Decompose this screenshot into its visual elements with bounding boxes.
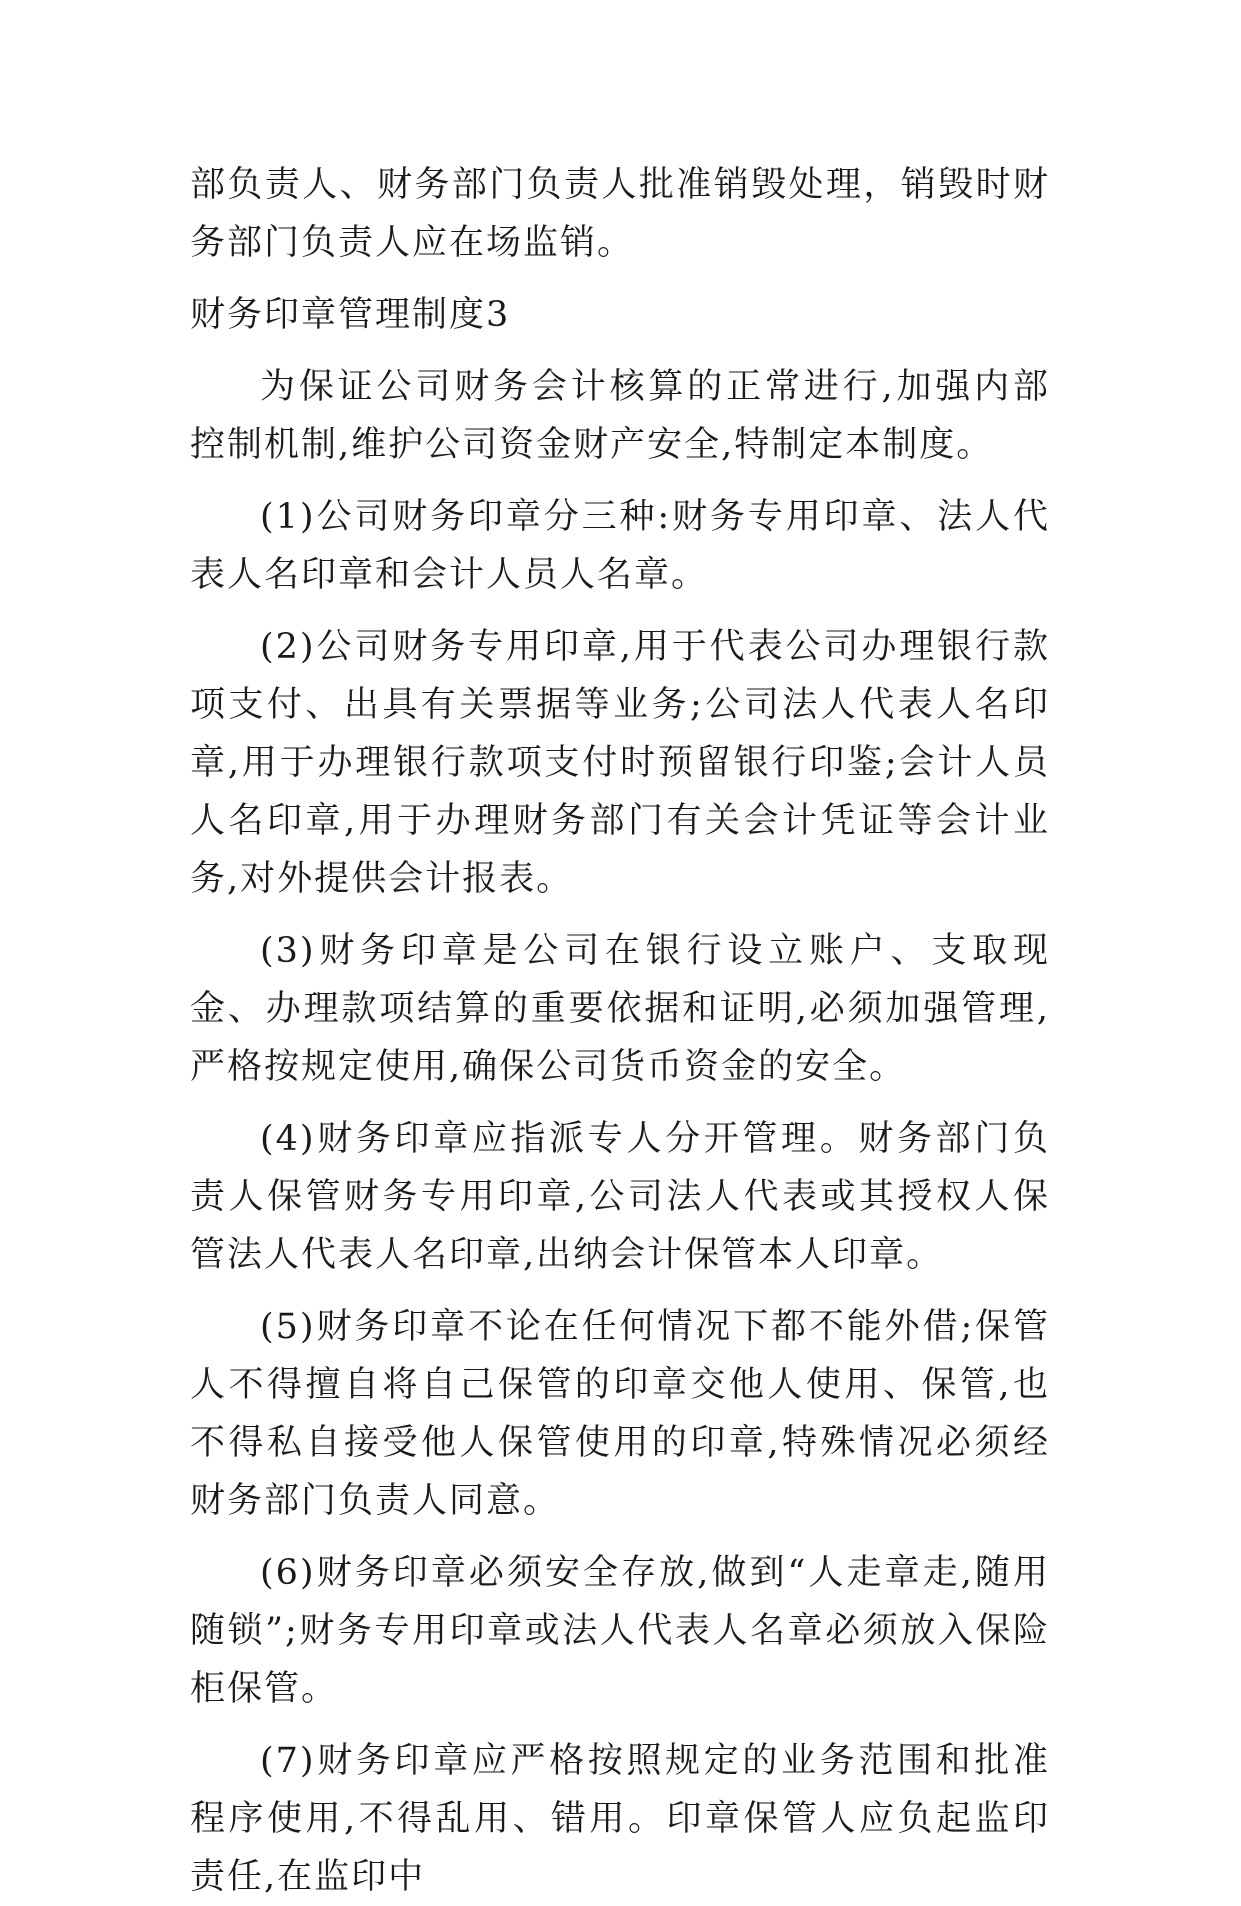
paragraph-item-2: (2)公司财务专用印章,用于代表公司办理银行款项支付、出具有关票据等业务;公司法人代表人名印章,用于办理银行款项支付时预留银行印鉴;会计人员人名印章,用于办理财务部门有关会计凭证等会计业务,对外提供会计报表。 [190,627,1050,899]
paragraph-destruction-approval: 部负责人、财务部门负责人批准销毁处理，销毁时财务部门负责人应在场监销。 [190,165,1050,263]
paragraph-purpose: 为保证公司财务会计核算的正常进行,加强内部控制机制,维护公司资金财产安全,特制定本制度。 [190,367,1050,465]
paragraph-item-1: (1)公司财务印章分三种:财务专用印章、法人代表人名印章和会计人员人名章。 [190,497,1050,595]
paragraph-item-6: (6)财务印章必须安全存放,做到“人走章走,随用随锁”;财务专用印章或法人代表人名章必须放入保险柜保管。 [190,1553,1050,1709]
document-body [190,156,1050,1906]
paragraph-item-4: (4)财务印章应指派专人分开管理。财务部门负责人保管财务专用印章,公司法人代表或其授权人保管法人代表人名印章,出纳会计保管本人印章。 [190,1119,1050,1275]
paragraph-item-7: (7)财务印章应严格按照规定的业务范围和批准程序使用,不得乱用、错用。印章保管人应负起监印责任,在监印中 [190,1741,1050,1897]
section-heading: 财务印章管理制度3 [190,295,511,335]
paragraph-item-3: (3)财务印章是公司在银行设立账户、支取现金、办理款项结算的重要依据和证明,必须加强管理,严格按规定使用,确保公司货币资金的安全。 [190,931,1050,1087]
paragraph-item-5: (5)财务印章不论在任何情况下都不能外借;保管人不得擅自将自己保管的印章交他人使用、保管,也不得私自接受他人保管使用的印章,特殊情况必须经财务部门负责人同意。 [190,1307,1050,1521]
